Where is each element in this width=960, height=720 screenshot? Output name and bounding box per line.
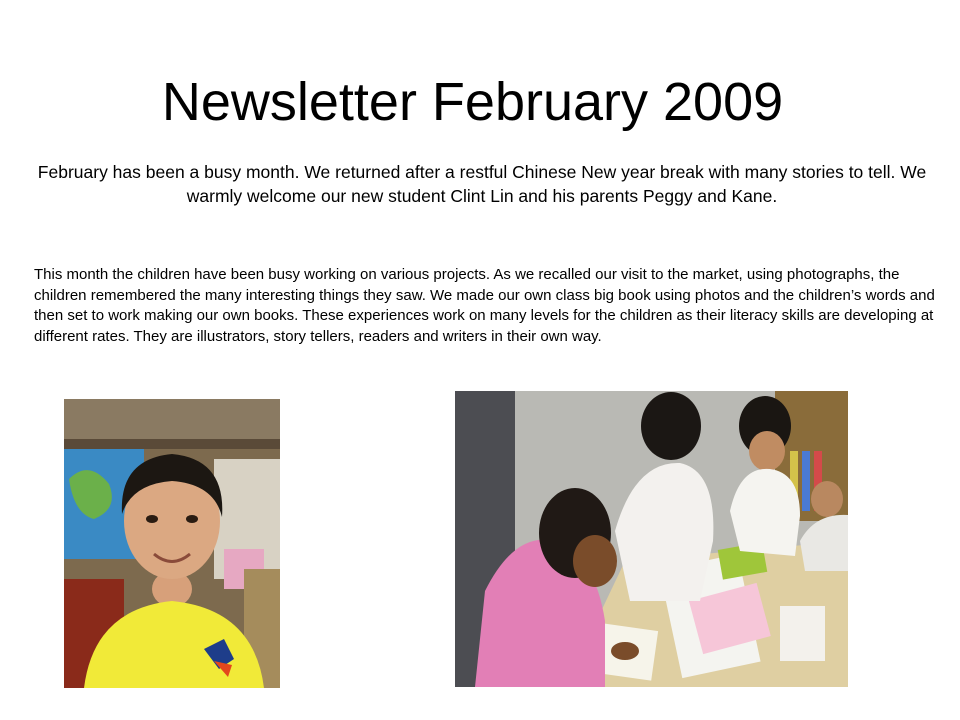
classroom-children-photo <box>455 391 848 687</box>
projects-paragraph: This month the children have been busy working on various projects. As we recalled our visit to the market, using photographs, the children remembered the many interesting things they saw. We made our own class big book using photos and the children’s words and then set to work making our own books. These experiences work on many levels for the children as their literacy skills are developing at different rates. They are illustrators, story tellers, readers and writers in their own way. <box>34 266 935 345</box>
student-portrait-photo <box>64 399 280 688</box>
newsletter-title: Newsletter February 2009 <box>161 72 784 132</box>
intro-paragraph: February has been a busy month. We returned after a restful Chinese New year break with many stories to tell. We warmly welcome our new student Clint Lin and his parents Peggy and Kane. <box>37 162 927 206</box>
